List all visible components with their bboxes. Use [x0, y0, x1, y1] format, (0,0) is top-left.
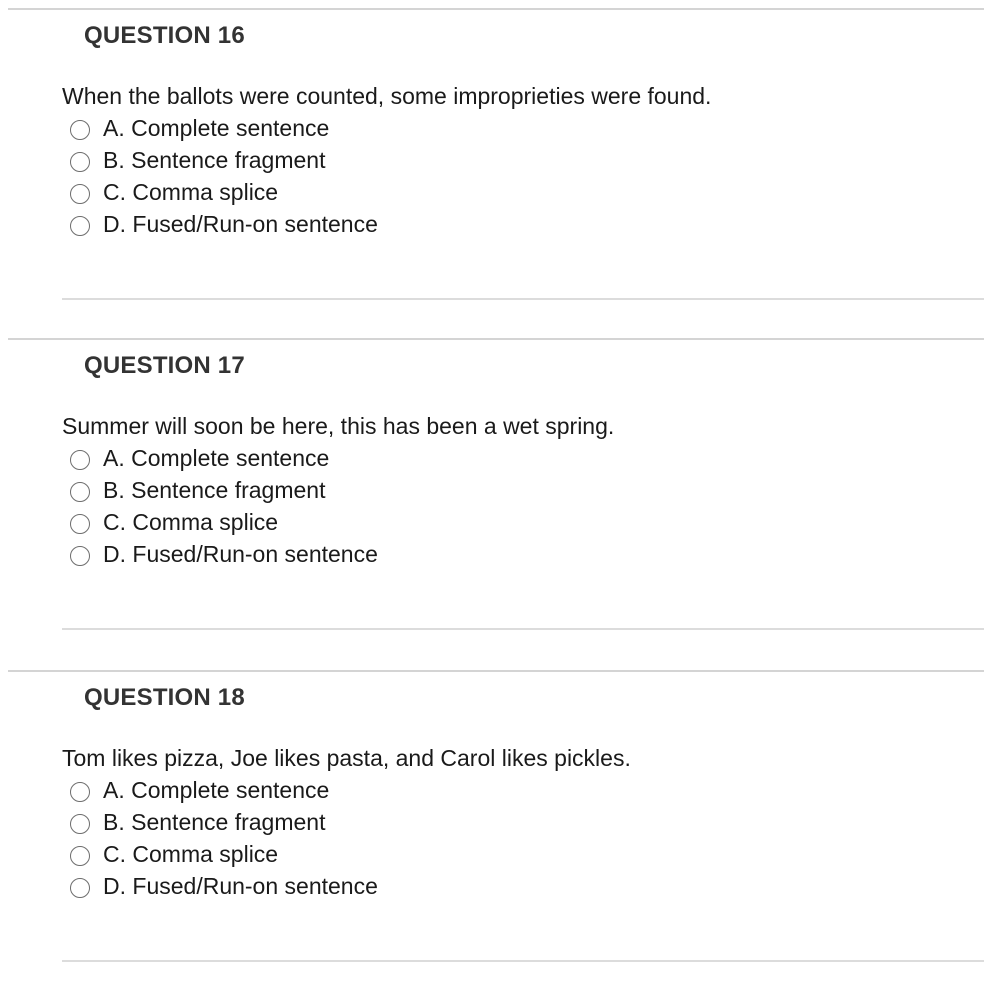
answer-option-label: A. Complete sentence [103, 445, 330, 471]
answer-option-a[interactable] [70, 774, 378, 806]
answer-option-b[interactable] [70, 806, 378, 838]
answer-option-b[interactable] [70, 474, 378, 506]
radio-button[interactable] [70, 546, 90, 566]
question-title: QUESTION 18 [84, 684, 245, 711]
divider [62, 298, 984, 300]
question-prompt: Tom likes pizza, Joe likes pasta, and Carol likes pickles. [62, 745, 631, 771]
radio-button[interactable] [70, 846, 90, 866]
answer-option-a[interactable] [70, 442, 378, 474]
question-block [0, 8, 984, 318]
radio-button[interactable] [70, 184, 90, 204]
answer-option-label: C. Comma splice [103, 841, 279, 867]
answer-option-label: B. Sentence fragment [103, 147, 326, 173]
answer-options [70, 774, 378, 902]
divider [8, 670, 984, 672]
radio-button[interactable] [70, 482, 90, 502]
radio-button[interactable] [70, 216, 90, 236]
radio-button[interactable] [70, 120, 90, 140]
answer-option-label: A. Complete sentence [103, 115, 330, 141]
radio-button[interactable] [70, 814, 90, 834]
question-title: QUESTION 16 [84, 22, 245, 49]
question-block [0, 338, 984, 648]
answer-option-label: B. Sentence fragment [103, 809, 326, 835]
answer-option-label: B. Sentence fragment [103, 477, 326, 503]
radio-button[interactable] [70, 878, 90, 898]
answer-option-d[interactable] [70, 208, 378, 240]
question-prompt: Summer will soon be here, this has been a wet spring. [62, 413, 615, 439]
answer-option-label: D. Fused/Run-on sentence [103, 873, 378, 899]
radio-button[interactable] [70, 450, 90, 470]
answer-option-c[interactable] [70, 176, 378, 208]
divider [8, 8, 984, 10]
answer-option-d[interactable] [70, 870, 378, 902]
answer-option-label: A. Complete sentence [103, 777, 330, 803]
answer-option-c[interactable] [70, 506, 378, 538]
answer-option-label: C. Comma splice [103, 509, 279, 535]
divider [62, 960, 984, 962]
divider [8, 338, 984, 340]
answer-option-b[interactable] [70, 144, 378, 176]
radio-button[interactable] [70, 514, 90, 534]
question-title: QUESTION 17 [84, 352, 245, 379]
question-block [0, 670, 984, 980]
answer-option-d[interactable] [70, 538, 378, 570]
answer-option-label: D. Fused/Run-on sentence [103, 541, 378, 567]
answer-options [70, 442, 378, 570]
answer-options [70, 112, 378, 240]
answer-option-a[interactable] [70, 112, 378, 144]
divider [62, 628, 984, 630]
answer-option-label: C. Comma splice [103, 179, 279, 205]
radio-button[interactable] [70, 152, 90, 172]
question-prompt: When the ballots were counted, some improprieties were found. [62, 83, 712, 109]
radio-button[interactable] [70, 782, 90, 802]
answer-option-c[interactable] [70, 838, 378, 870]
answer-option-label: D. Fused/Run-on sentence [103, 211, 378, 237]
